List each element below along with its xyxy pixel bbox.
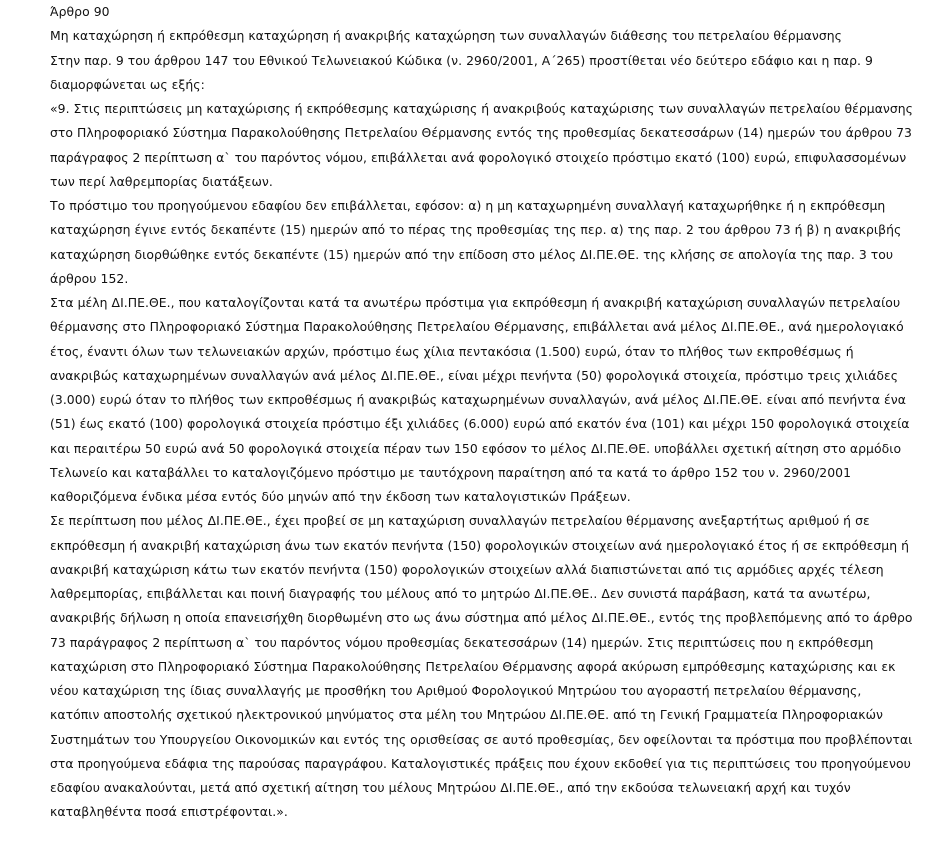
legal-document	[50, 0, 914, 825]
paragraph-9-fine: «9. Στις περιπτώσεις μη καταχώρισης ή εκπρόθεσμης καταχώρισης ή ανακριβούς καταχώρισης των συναλλαγών πετρελαίου θέρμανσης στο Πληροφοριακό Σύστημα Παρακολούθησης Πετρελαίου Θέρμανσης εντός της προθεσμίας δεκατεσσάρων (14) ημερών του άρθρου 73 παράγραφος 2 περίπτωση α` του παρόντος νόμου, επιβάλλεται ανά φορολογικό στοιχείο πρόστιμο εκατό (100) ευρώ, επιφυλασσομένων των περί λαθρεμπορίας διατάξεων.	[50, 101, 914, 189]
paragraph-deletion-penalty: Σε περίπτωση που μέλος ΔΙ.ΠΕ.ΘΕ., έχει προβεί σε μη καταχώριση συναλλαγών πετρελαίου θέρμανσης ανεξαρτήτως αριθμού ή σε εκπρόθεσμη ή ανακριβή καταχώριση άνω των εκατόν πενήντα (150) φορολογικών στοιχείων ανά ημερολογιακό έτος ή σε εκπρόθεσμη ή ανακριβή καταχώριση κάτω των εκατόν πενήντα (150) φορολογικών στοιχείων αλλά διαπιστώνεται από τις αρμόδιες αρχές τέλεση λαθρεμπορίας, επιβάλλεται και ποινή διαγραφής του μέλους από το μητρώο ΔΙ.ΠΕ.ΘΕ.. Δεν συνιστά παράβαση, κατά τα ανωτέρω, ανακριβής δήλωση η οποία επανεισήχθη διορθωμένη στο ως άνω σύστημα από μέλος ΔΙ.ΠΕ.ΘΕ., εντός της προβλεπόμενης από το άρθρο 73 παράγραφος 2 περίπτωση α` του παρόντος νόμου προθεσμίας δεκατεσσάρων (14) ημερών. Στις περιπτώσεις που η εκπρόθεσμη καταχώριση στο Πληροφοριακό Σύστημα Παρακολούθησης Πετρελαίου Θέρμανσης αφορά ακύρωση εμπρόθεσμης καταχώρισης και εκ νέου καταχώριση της ίδιας συναλλαγής με προσθήκη του Αριθμού Φορολογικού Μητρώου του αγοραστή πετρελαίου θέρμανσης, κατόπιν αποστολής σχετικού ηλεκτρονικού μηνύματος στα μέλη του Μητρώου ΔΙ.ΠΕ.ΘΕ. από τη Γενική Γραμματεία Πληροφοριακών Συστημάτων του Υπουργείου Οικονομικών και εντός της ορισθείσας σε αυτό προθεσμίας, δεν οφείλονται τα πρόστιμα που προβλέπονται στα προηγούμενα εδάφια της παρούσας παραγράφου. Καταλογιστικές πράξεις που έχουν εκδοθεί για τις περιπτώσεις του προηγούμενου εδαφίου ανακαλούνται, μετά από σχετική αίτηση του μέλους Μητρώου ΔΙ.ΠΕ.ΘΕ., από την εκδούσα τελωνειακή αρχή και τυχόν καταβληθέντα ποσά επιστρέφονται.».	[50, 513, 913, 820]
paragraph-annual-fines: Στα μέλη ΔΙ.ΠΕ.ΘΕ., που καταλογίζονται κατά τα ανωτέρω πρόστιμα για εκπρόθεσμη ή ανακριβή καταχώριση συναλλαγών πετρελαίου θέρμανσης στο Πληροφοριακό Σύστημα Παρακολούθησης Πετρελαίου Θέρμανσης, επιβάλλεται ανά μέλος ΔΙ.ΠΕ.ΘΕ., ανά ημερολογιακό έτος, έναντι όλων των τελωνειακών αρχών, πρόστιμο έως χίλια πεντακόσια (1.500) ευρώ, όταν το πλήθος των εκπροθέσμως ή ανακριβώς καταχωρημένων συναλλαγών ανά μέλος ΔΙ.ΠΕ.ΘΕ., είναι μέχρι πενήντα (50) φορολογικά στοιχεία, πρόστιμο τρεις χιλιάδες (3.000) ευρώ όταν το πλήθος των εκπροθέσμως ή ανακριβώς καταχωρημένων συναλλαγών, ανά μέλος ΔΙ.ΠΕ.ΘΕ. είναι από πενήντα ένα (51) έως εκατό (100) φορολογικά στοιχεία πρόστιμο έξι χιλιάδες (6.000) ευρώ από εκατόν ένα (101) και μέχρι 150 φορολογικά στοιχεία και περαιτέρω 50 ευρώ ανά 50 φορολογικά στοιχεία πέραν των 150 εφόσον το μέλος ΔΙ.ΠΕ.ΘΕ. υποβάλλει σχετική αίτηση στο αρμόδιο Τελωνείο και καταβάλλει το καταλογιζόμενο πρόστιμο με ταυτόχρονη παραίτηση από τα κατά το άρθρο 152 του ν. 2960/2001 καθοριζόμενα ένδικα μέσα εντός δύο μηνών από την έκδοση των καταλογιστικών Πράξεων.	[50, 295, 910, 504]
article-title: Μη καταχώρηση ή εκπρόθεσμη καταχώρηση ή ανακριβής καταχώρηση των συναλλαγών διάθεσης του πετρελαίου θέρμανσης	[50, 28, 842, 44]
amendment-intro: Στην παρ. 9 του άρθρου 147 του Εθνικού Τελωνειακού Κώδικα (ν. 2960/2001, Α΄265) προστίθεται νέο δεύτερο εδάφιο και η παρ. 9 διαμορφώνεται ως εξής:	[50, 52, 873, 92]
paragraph-fine-exemption: Το πρόστιμο του προηγούμενου εδαφίου δεν επιβάλλεται, εφόσον: α) η μη καταχωρημένη συναλλαγή καταχωρήθηκε ή η εκπρόθεσμη καταχώρηση έγινε εντός δεκαπέντε (15) ημερών από το πέρας της προθεσμίας της περ. α) της παρ. 2 του άρθρου 73 ή β) η ανακριβής καταχώρηση διορθώθηκε εντός δεκαπέντε (15) ημερών από την επίδοση στο μέλος ΔΙ.ΠΕ.ΘΕ. της κλήσης σε απολογία της παρ. 3 του άρθρου 152.	[50, 198, 902, 286]
article-heading: Άρθρο 90	[50, 4, 110, 19]
